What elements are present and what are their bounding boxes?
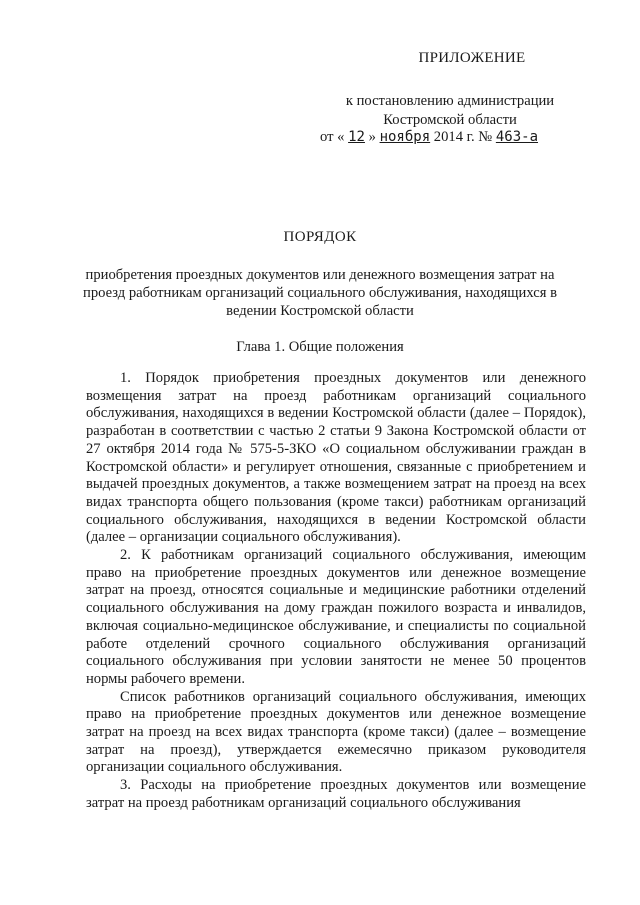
document-subtitle: приобретения проездных документов или денежного возмещения затрат на проезд работникам организаций социального обслуживания, находящихся в ведении Костромской области: [83, 267, 557, 319]
appendix-label: ПРИЛОЖЕНИЕ: [418, 50, 526, 66]
document-number: 463-а: [495, 129, 539, 145]
date-mid: »: [368, 129, 376, 145]
paragraph: Список работников организаций социального обслуживания, имеющих право на приобретение проездных документов или денежное возмещение затрат на проезд на всех видах транспорта (кроме такси) (далее – возмещение затрат на проезд), утверждается ежемесячно приказом руководителя организации социального обслуживания.: [86, 688, 586, 776]
decree-date-line: [320, 129, 538, 147]
paragraph: 1. Порядок приобретения проездных документов или денежного возмещения затрат на проезд работникам организаций социального обслуживания, находящихся в ведении Костромской области (далее – Порядок), разработан в соответствии с частью 2 статьи 9 Закона Костромской области от 27 октября 2014 года № 575-5-ЗКО «О социальном обслуживании граждан в Костромской области» и регулирует отношения, связанные с приобретением и выдачей проездных документов, а также возмещением затрат на проезд на всех видах транспорта общего пользования (кроме такси) работникам организаций социального обслуживания, находящихся в ведении Костромской области (далее – организации социального обслуживания).: [86, 370, 586, 546]
chapter-heading: Глава 1. Общие положения: [236, 339, 404, 355]
date-month: ноября: [379, 129, 431, 145]
paragraph: 2. К работникам организаций социального обслуживания, имеющим право на приобретение проездных документов или денежное возмещение затрат на проезд, относятся социальные и медицинские работники отделений социального обслуживания на дому граждан пожилого возраста и инвалидов, включая социально-медицинское обслуживание, и специалисты по социальной работе отделений срочного социального обслуживания организаций социального обслуживания при условии занятости не менее 50 процентов нормы рабочего времени.: [86, 547, 586, 687]
date-prefix: от «: [320, 129, 345, 145]
document-title: ПОРЯДОК: [283, 229, 357, 245]
document-body: [86, 370, 586, 813]
decree-reference: [300, 92, 600, 129]
decree-line-1: к постановлению администрации: [345, 93, 555, 109]
date-day: 12: [348, 129, 365, 145]
date-suffix: 2014 г. №: [433, 129, 493, 145]
paragraph: 3. Расходы на приобретение проездных документов или возмещение затрат на проезд работникам организаций социального обслуживания: [86, 777, 586, 811]
decree-line-2: Костромской области: [383, 111, 517, 128]
